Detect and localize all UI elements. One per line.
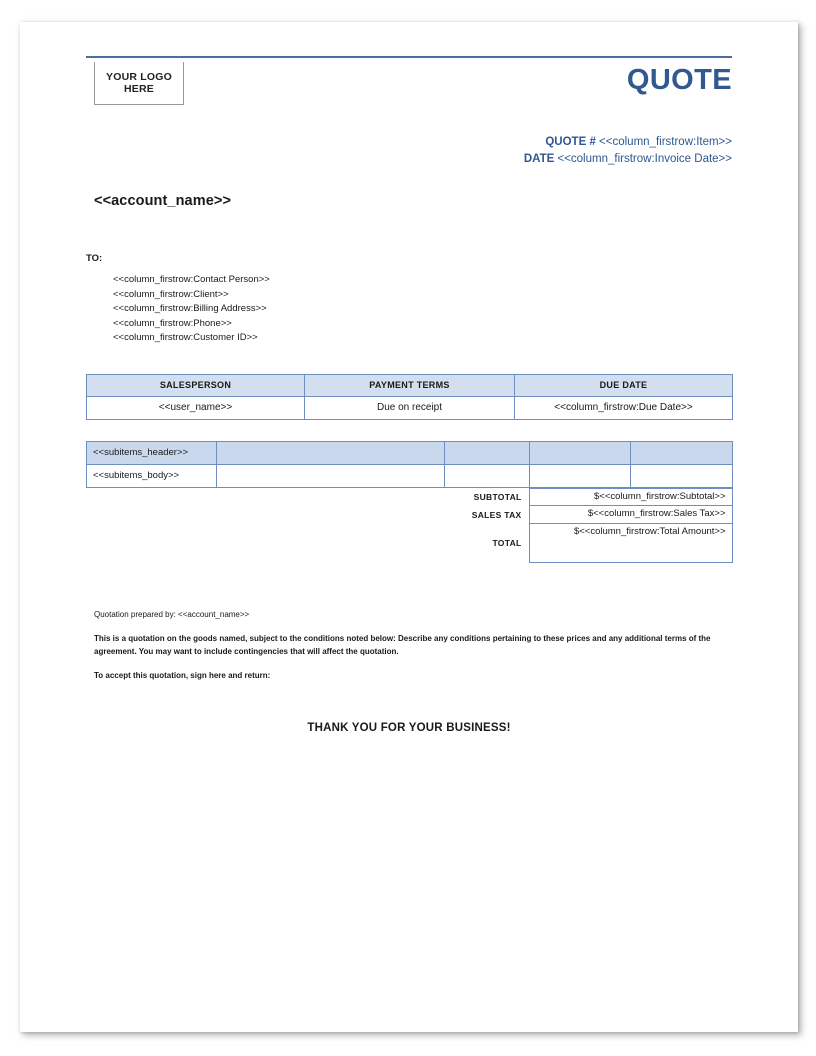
quote-date-label: DATE (523, 152, 555, 165)
cell-due-date[interactable]: <<column_firstrow:Due Date>> (515, 396, 733, 419)
salesperson-info-table (86, 374, 733, 420)
document-footer (94, 609, 724, 734)
totals-label-sales-tax: SALES TAX (471, 509, 522, 520)
line-items-table (86, 441, 733, 488)
recipient-line[interactable]: <<column_firstrow:Customer ID>> (113, 332, 258, 344)
recipient-line[interactable]: <<column_firstrow:Client>> (113, 288, 229, 300)
document-header (86, 58, 732, 120)
recipient-lines (113, 273, 732, 345)
table-row (87, 464, 733, 487)
totals-table (86, 488, 733, 564)
recipient-block (86, 253, 732, 345)
cell-salesperson[interactable]: <<user_name>> (87, 396, 305, 419)
recipient-line[interactable]: <<column_firstrow:Billing Address>> (113, 303, 267, 315)
table-row (87, 374, 733, 396)
quote-number-value[interactable]: <<column_firstrow:Item>> (599, 136, 732, 148)
totals-value-subtotal[interactable]: $<<column_firstrow:Subtotal>> (529, 488, 732, 506)
totals-value-total[interactable]: $<<column_firstrow:Total Amount>> (529, 524, 732, 563)
cell-subitems-body[interactable]: <<subitems_body>> (87, 464, 217, 487)
cell-items-body-5 (631, 464, 733, 487)
totals-value-sales-tax[interactable]: $<<column_firstrow:Sales Tax>> (529, 506, 732, 524)
column-header-due-date: DUE DATE (515, 374, 733, 396)
document-content (86, 56, 732, 734)
quote-number-line (86, 134, 732, 151)
logo-placeholder-line-2: HERE (124, 83, 154, 95)
document-page (20, 22, 798, 1032)
table-row (86, 506, 732, 524)
logo-placeholder-line-1: YOUR LOGO (106, 70, 172, 83)
quote-number-label: QUOTE # (545, 136, 596, 148)
table-row (86, 488, 732, 506)
logo-placeholder-box[interactable] (94, 62, 184, 105)
cell-items-body-4 (530, 464, 631, 487)
cell-payment-terms[interactable]: Due on receipt (305, 396, 515, 419)
table-row (87, 441, 733, 464)
totals-label-subtotal: SUBTOTAL (473, 491, 522, 502)
recipient-line[interactable]: <<column_firstrow:Contact Person>> (113, 274, 270, 286)
document-meta-block (86, 134, 732, 167)
quote-date-line (86, 151, 732, 168)
prepared-by-line: Quotation prepared by: <<account_name>> (94, 610, 250, 620)
cell-items-body-3 (445, 464, 530, 487)
terms-paragraph: This is a quotation on the goods named, subject to the conditions noted below: Describe any conditions pertaining to these prices and any additional terms of the agreement. You may want to include contingencies that will affect the quotation. (94, 634, 711, 656)
column-header-payment-terms: PAYMENT TERMS (305, 374, 515, 396)
thank-you-message: THANK YOU FOR YOUR BUSINESS! (307, 722, 511, 735)
document-title: QUOTE (626, 64, 732, 96)
acceptance-line: To accept this quotation, sign here and return: (94, 671, 271, 681)
column-header-salesperson: SALESPERSON (87, 374, 305, 396)
table-row (87, 396, 733, 419)
cell-items-header-4 (530, 441, 631, 464)
recipient-label: TO: (86, 253, 103, 265)
cell-subitems-header[interactable]: <<subitems_header>> (87, 441, 217, 464)
account-name-heading[interactable]: <<account_name>> (94, 193, 232, 210)
recipient-line[interactable]: <<column_firstrow:Phone>> (113, 317, 232, 329)
cell-items-body-2 (217, 464, 445, 487)
cell-items-header-2 (217, 441, 445, 464)
cell-items-header-3 (445, 441, 530, 464)
totals-label-total: TOTAL (492, 538, 522, 549)
quote-date-value[interactable]: <<column_firstrow:Invoice Date>> (557, 152, 732, 165)
cell-items-header-5 (631, 441, 733, 464)
table-row (86, 524, 732, 563)
